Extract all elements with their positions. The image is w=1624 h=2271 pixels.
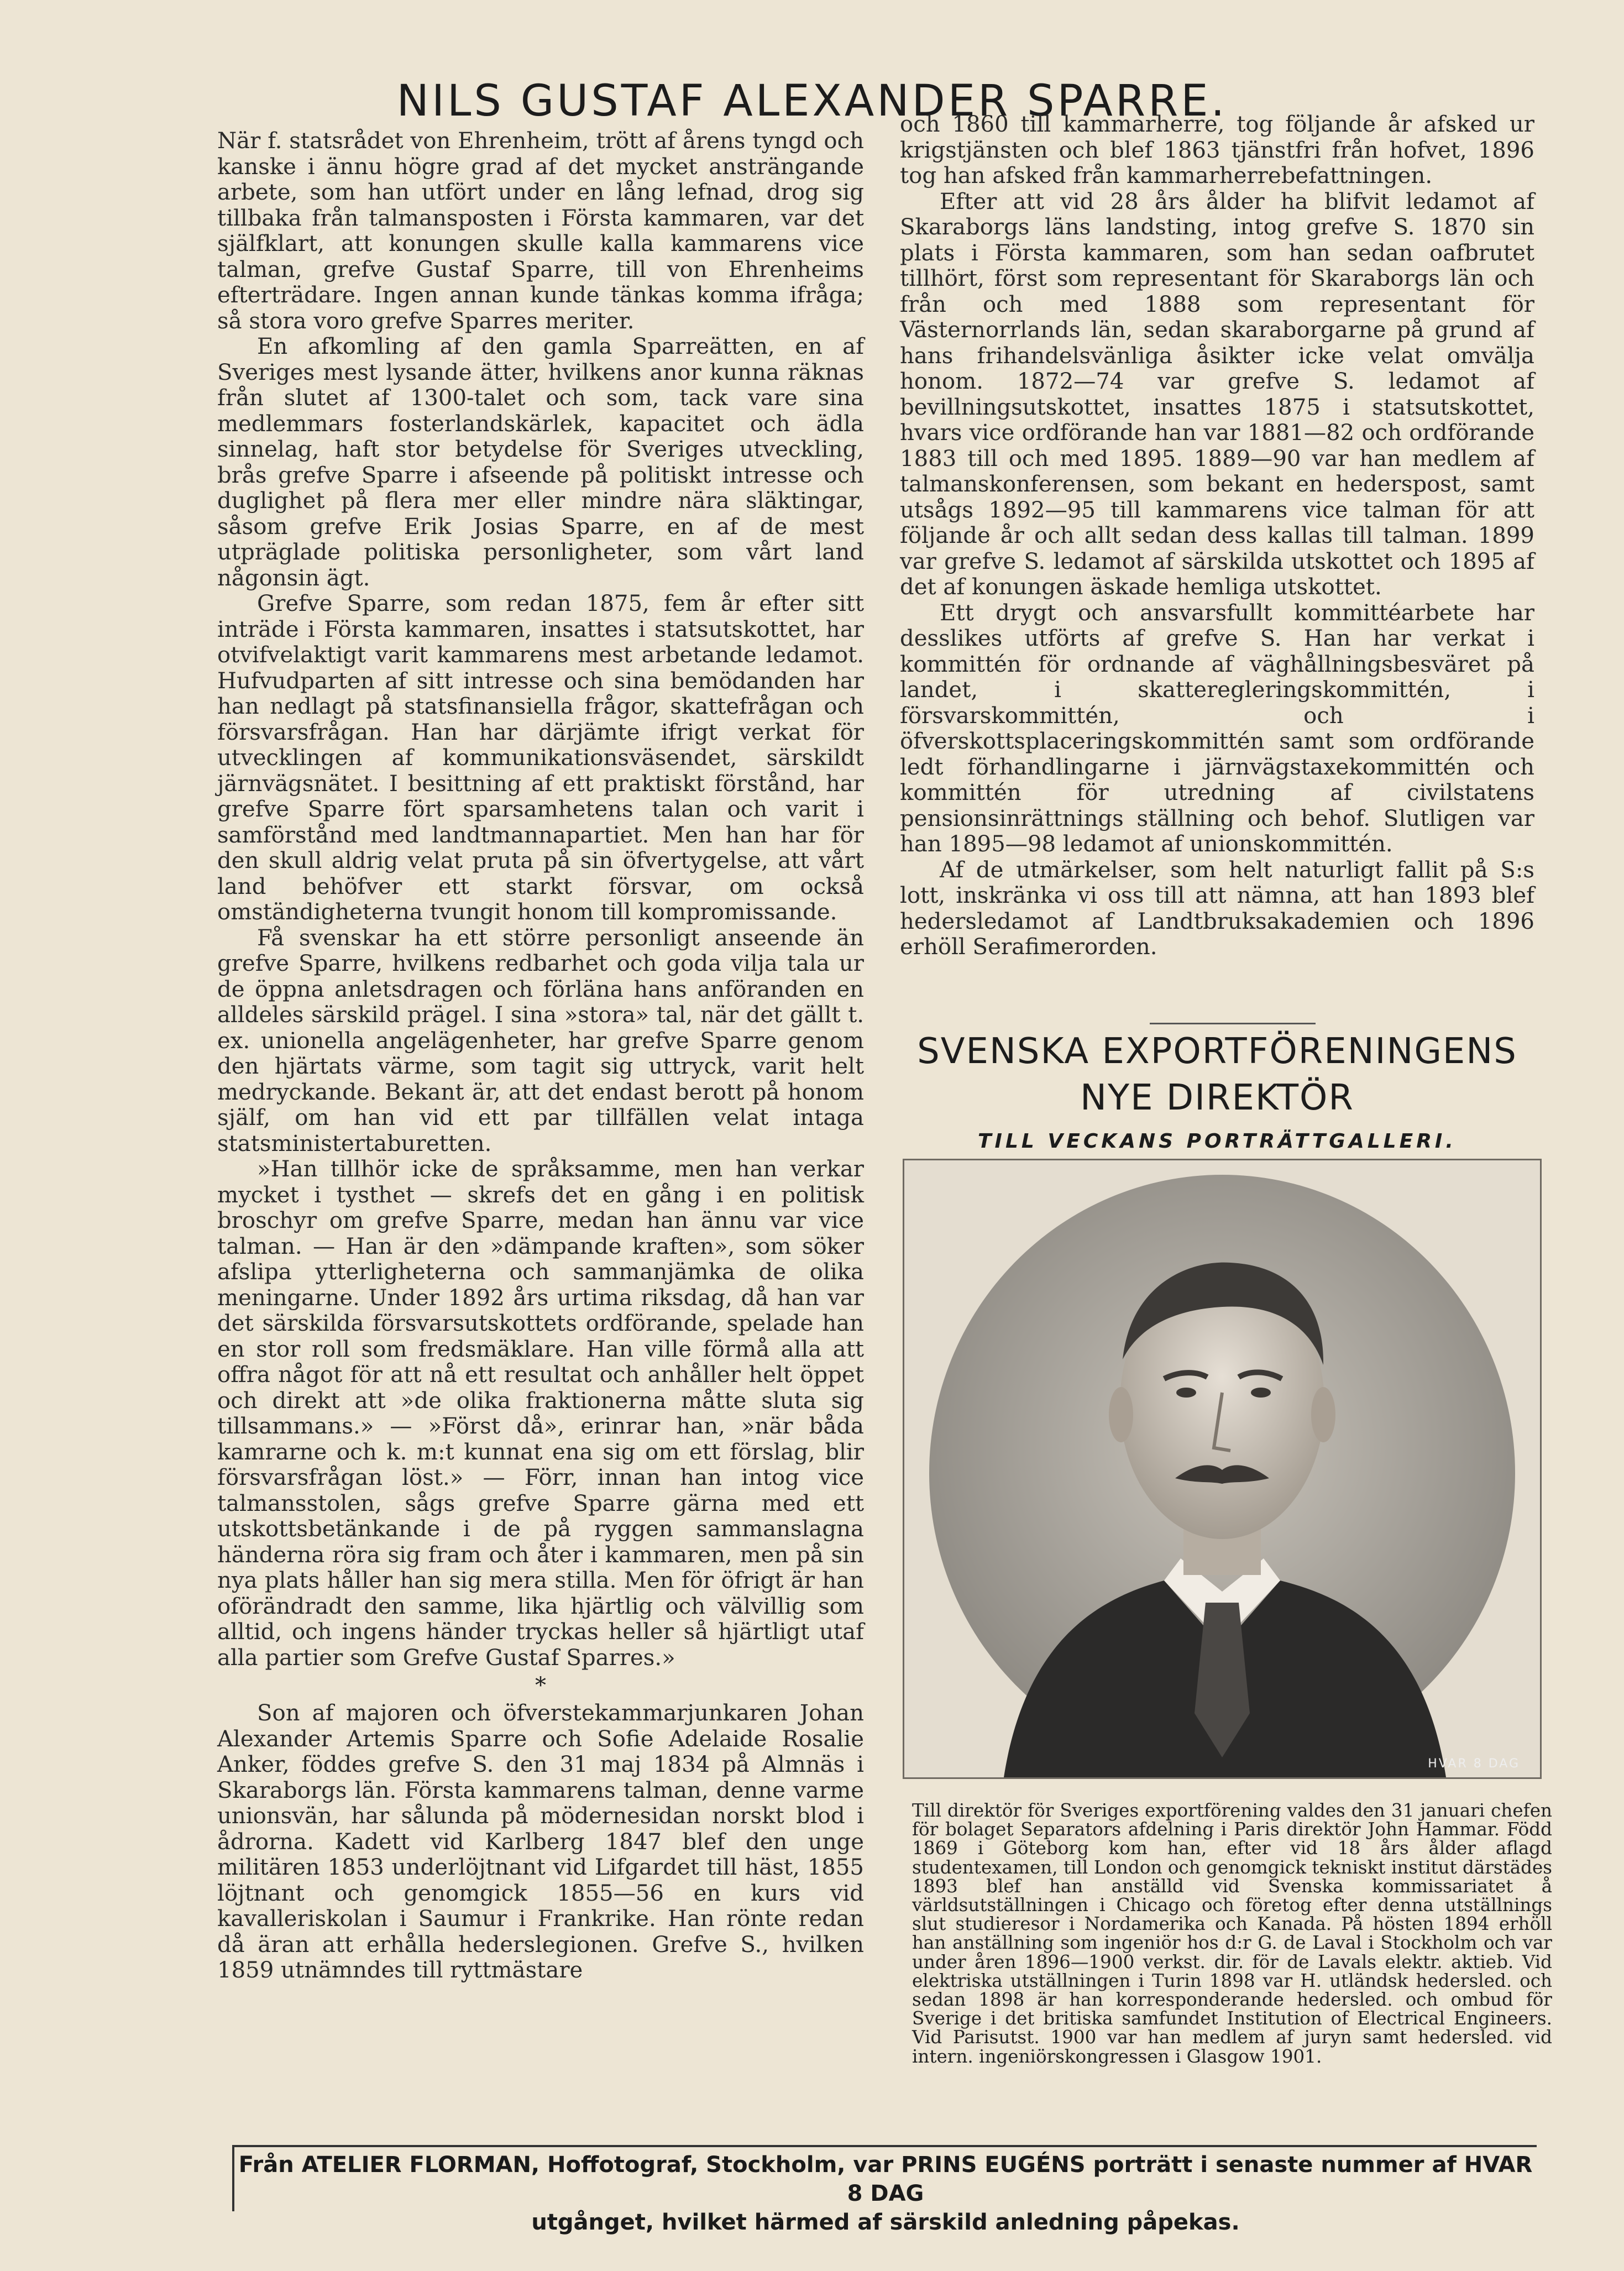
article-paragraph: Få svenskar ha ett större personligt anseende än grefve Sparre, hvilkens redbarhet och goda vilja tala ur de öppna anletsdragen och förläna hans anföranden en alldeles särskild prägel. I sina »stora» tal, när det gällt t. ex. unionella angelägenheter, har grefve Sparre genom den hjärtats värme, som tagit sig uttryck, varit helt medryckande. Bekant är, att det endast berott på honom själf, om han vid ett par tillfällen velat intaga statsministertaburetten. xyxy=(217,925,864,1157)
credit-notice-line1: Från ATELIER FLORMAN, Hoffotograf, Stockholm, var PRINS EUGÉNS porträtt i senaste nummer af HVAR 8 DAG xyxy=(238,2152,1533,2206)
portrait-image xyxy=(904,1160,1540,1777)
article-paragraph: »Han tillhör icke de språksamme, men han verkar mycket i tysthet — skrefs det en gång i en politisk broschyr om grefve Sparre, medan han ännu var vice talman. — Han är den »dämpande kraften», som söker afslipa ytterligheterna och sammanjämka de olika meningarne. Under 1892 års urtima riksdag, då han var det särskilda försvarsutskottets ordförande, spelade han en stor roll som fredsmäklare. Han ville förmå alla att offra något för att nå ett resultat och anhåller helt öppet och direkt att »de olika fraktionerna måtte sluta sig tillsammans.» — »Först då», erinrar han, »när båda kamrarne och k. m:t kunnat ena sig om ett förslag, blir försvarsfrågan löst.» — Förr, innan han intog vice talmansstolen, sågs grefve Sparre gärna med ett utskottsbetänkande i de på ryggen sammanslagna händerna röra sig fram och åter i kammaren, men på sin nya plats håller han sig mera stilla. Men för öfrigt är han oförändradt den samme, lika hjärtlig och välvillig som alltid, och ingens händer tryckas heller så hjärtligt utaf alla partier som Grefve Gustaf Sparres.» xyxy=(217,1157,864,1671)
sidebar-headline xyxy=(900,1028,1534,1153)
article-paragraph: Grefve Sparre, som redan 1875, fem år efter sitt inträde i Första kammaren, insattes i statsutskottet, har otvifvelaktigt varit kammarens mest arbetande ledamot. Hufvudparten af sitt intresse och sina bemödanden har han nedlagt på statsfinansiella frågor, skattefrågan och försvarsfrågan. Han har därjämte ifrigt verkat för utvecklingen af kommunikationsväsendet, särskildt järnvägsnätet. I besittning af ett praktiskt förstånd, har grefve Sparre fört sparsamhetens talan och varit i samförstånd med landtmannapartiet. Men han har för den skull aldrig velat pruta på sin öfvertygelse, att vårt land behöfver ett starkt försvar, om också omständigheterna tvungit honom till kompromissande. xyxy=(217,591,864,925)
article-left-column xyxy=(217,128,864,1984)
section-divider xyxy=(1150,1023,1316,1024)
section-separator: * xyxy=(535,1673,546,1698)
article-right-column xyxy=(900,112,1534,960)
article-paragraph: Af de utmärkelser, som helt naturligt fallit på S:s lott, inskränka vi oss till att nämna, att han 1893 blef hedersledamot af Landtbruksakademien och 1896 erhöll Serafimerorden. xyxy=(900,857,1534,960)
photo-credit: HVAR 8 DAG xyxy=(1428,1757,1520,1771)
portrait-photo xyxy=(903,1159,1542,1779)
article-paragraph: En afkomling af den gamla Sparreätten, en af Sveriges mest lysande ätter, hvilkens anor kunna räknas från slutet af 1300-talet och som, tack vare sina medlemmars fosterlandskärlek, kapacitet och ädla sinnelag, haft stor betydelse för Sveriges utveckling, brås grefve Sparre i afseende på politiskt intresse och duglighet på flera mer eller mindre nära släktingar, såsom grefve Erik Josias Sparre, en af de mest utpräglade politiska personligheter, som vårt land någonsin ägt. xyxy=(217,334,864,591)
article-paragraph: När f. statsrådet von Ehrenheim, trött af årens tyngd och kanske i ännu högre grad af det mycket ansträngande arbete, som han utfört under en lång lefnad, drog sig tillbaka från talmansposten i Första kammaren, var det själfklart, att konungen skulle kalla kammarens vice talman, grefve Gustaf Sparre, till von Ehrenheims efterträdare. Ingen annan kunde tänkas komma ifråga; så stora voro grefve Sparres meriter. xyxy=(217,128,864,334)
article-paragraph: Son af majoren och öfverstekammarjunkaren Johan Alexander Artemis Sparre och Sofie Adelaide Rosalie Anker, föddes grefve S. den 31 maj 1834 på Almnäs i Skaraborgs län. Första kammarens talman, denne varme unionsvän, har sålunda på mödernesidan norskt blod i ådrorna. Kadett vid Karlberg 1847 blef den unge militären 1853 underlöjtnant vid Lifgardet till häst, 1855 löjtnant och genomgick 1855—56 en kurs vid kavalleriskolan i Saumur i Frankrike. Han rönte redan då äran att erhålla hederslegionen. Grefve S., hvilken 1859 utnämndes till ryttmästare xyxy=(217,1700,864,1983)
article-paragraph: Ett drygt och ansvarsfullt kommittéarbete har desslikes utförts af grefve S. Han har verkat i kommittén för ordnande af väghållningsbesväret på landet, i skatteregleringskommittén, i försvarskommittén, och i öfverskottsplaceringskommittén samt som ordförande ledt förhandlingarne i järnvägstaxekommittén och kommittén för utredning af civilstatens pensionsinrättnings ställning och behof. Slutligen var han 1895—98 ledamot af unionskommittén. xyxy=(900,600,1534,857)
sidebar-headline-line2: NYE DIREKTÖR xyxy=(1080,1077,1354,1118)
sidebar-headline-line1: SVENSKA EXPORTFÖRENINGENS xyxy=(917,1031,1517,1072)
credit-notice xyxy=(232,2145,1537,2235)
portrait-caption: Till direktör för Sveriges exportförening valdes den 31 januari chefen för bolaget Separators afdelning i Paris direktör John Hammar. Född 1869 i Göteborg kom han, efter vid 18 års ålder aflagd studentexamen, till London och genomgick tekniskt institut därstädes 1893 blef han anställd vid Svenska kommissariatet å världsutställningen i Chicago och företog efter denna utställnings slut studieresor i Nordamerika och Kanada. På hösten 1894 erhöll han anställning som ingeniör hos d:r G. de Laval i Stockholm och var under åren 1896—1900 verkst. dir. för de Lavals elektr. aktieb. Vid elektriska utställningen i Turin 1898 var H. utländsk hedersled. och sedan 1898 är han korresponderande hedersled. och ombud för Sverige i det britiska samfundet Institution of Electrical Engineers. Vid Parisutst. 1900 var han medlem af juryn samt hedersled. vid intern. ingeniörskongressen i Glasgow 1901. xyxy=(912,1800,1552,2067)
sidebar-subheadline: TILL VECKANS PORTRÄTTGALLERI. xyxy=(978,1130,1457,1153)
article-paragraph: Efter att vid 28 års ålder ha blifvit ledamot af Skaraborgs läns landsting, intog grefve S. 1870 sin plats i Första kammaren, som han sedan oafbrutet tillhört, först som representant för Skaraborgs län och från och med 1888 som representant för Västernorrlands län, sedan skaraborgarne på grund af hans frihandelsvänliga åsikter icke velat omvälja honom. 1872—74 var grefve S. ledamot af bevillningsutskottet, insattes 1875 i statsutskottet, hvars vice ordförande han var 1881—82 och ordförande 1883 till och med 1895. 1889—90 var han medlem af talmanskonferensen, som bekant en hederspost, samt utsågs 1892—95 till kammarens vice talman för att följande år och allt sedan dess kallas till talman. 1899 var grefve S. ledamot af särskilda utskottet och 1895 af det af konungen äskade hemliga utskottet. xyxy=(900,189,1534,600)
credit-notice-line2: utgånget, hvilket härmed af särskild anledning påpekas. xyxy=(531,2210,1240,2235)
article-paragraph: och 1860 till kammarherre, tog följande år afsked ur krigstjänsten och blef 1863 tjänstfri från hofvet, 1896 tog han afsked från kammarherrebefattningen. xyxy=(900,112,1534,189)
article-title: NILS GUSTAF ALEXANDER SPARRE. xyxy=(396,76,1228,126)
